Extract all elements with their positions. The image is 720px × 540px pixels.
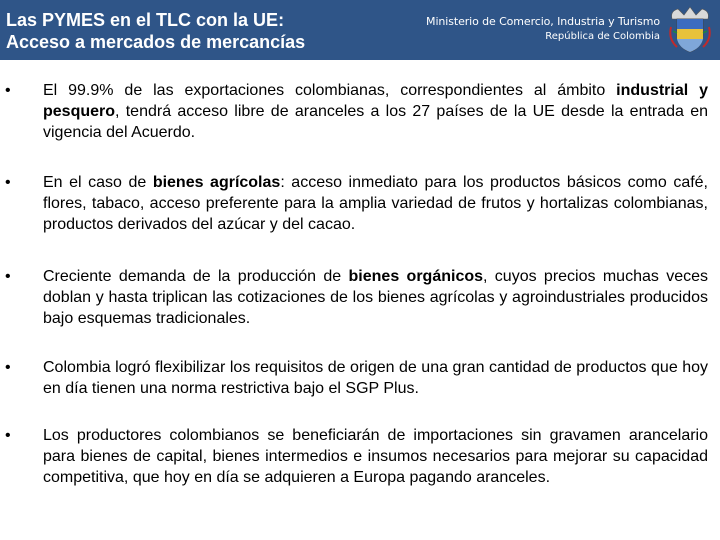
bullet-marker: • [5, 427, 11, 444]
country-name: República de Colombia [545, 31, 660, 42]
bullet-text-5 [43, 425, 708, 488]
bullet-text-4 [43, 357, 708, 399]
bullet-text-1 [43, 80, 708, 143]
bullet-marker: • [5, 359, 11, 376]
bullet-marker: • [5, 174, 11, 191]
bullet-bold-segment: bienes agrícolas [152, 174, 281, 191]
bullet-text-segment: : acceso inmediato para los productos básicos como café, flores, tabaco, acceso preferente para la amplia variedad de frutos y hortalizas colombianas, productos derivados del azúcar y del cacao. [43, 174, 709, 233]
bullet-text-2 [43, 172, 708, 235]
bullet-text-segment: Los productores colombianos se beneficiarán de importaciones sin gravamen arancelario para bienes de capital, bienes intermedios e insumos necesarios para mejorar su capacidad competitiva, que hoy en día se adquieren a Europa pagando aranceles. [43, 427, 708, 486]
bullet-text-segment: , cuyos precios muchas veces doblan y hasta triplican las cotizaciones de los bienes agrícolas y agroindustriales producidos bajo esquemas tradicionales. [43, 268, 708, 327]
bullet-item-1 [0, 80, 720, 143]
bullet-item-3 [0, 266, 720, 329]
colombia-coat-of-arms-icon [668, 5, 712, 55]
bullet-text-segment: En el caso de [43, 174, 153, 191]
bullet-text-segment: El 99.9% de las exportaciones colombianas, correspondientes al ámbito [43, 82, 617, 99]
ministry-block [426, 14, 660, 44]
bullet-text-segment: Creciente demanda de la producción de [43, 268, 349, 285]
bullet-bold-segment: industrial y pesquero [43, 82, 708, 120]
title-line-2: Acceso a mercados de mercancías [6, 32, 306, 52]
bullet-item-5 [0, 425, 720, 488]
bullet-marker: • [5, 268, 11, 285]
bullet-text-segment: Colombia logró flexibilizar los requisitos de origen de una gran cantidad de productos que hoy en día tienen una norma restrictiva bajo el SGP Plus. [43, 359, 708, 397]
bullet-marker: • [5, 82, 11, 99]
header-bar [0, 0, 720, 60]
ministry-name: Ministerio de Comercio, Industria y Turismo [426, 15, 660, 28]
bullet-item-4 [0, 357, 720, 399]
bullet-text-3 [43, 266, 708, 329]
slide-title [6, 9, 305, 53]
bullet-bold-segment: bienes orgánicos [348, 268, 484, 285]
title-line-1: Las PYMES en el TLC con la UE: [6, 10, 285, 30]
bullet-item-2 [0, 172, 720, 235]
bullet-text-segment: , tendrá acceso libre de aranceles a los 27 países de la UE desde la entrada en vigencia del Acuerdo. [43, 103, 708, 141]
